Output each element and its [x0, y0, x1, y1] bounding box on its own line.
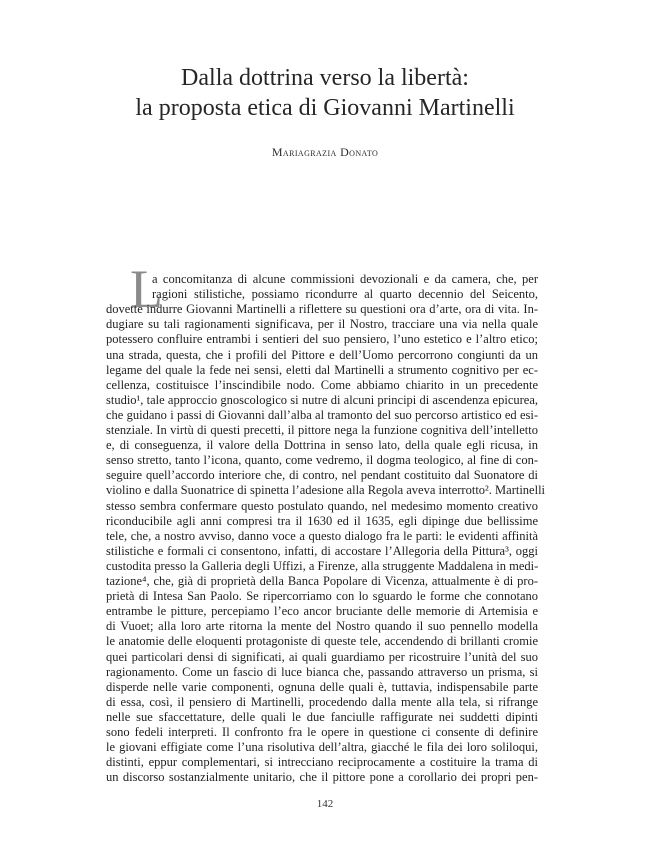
text-line: quei particolari densi di significati, ai quali guardiamo per ricostruire l’unità del suo [106, 649, 538, 664]
text-line: le giovani effigiate come l’una risolutiva dell’altra, giacché le fila dei loro soliloqui, [106, 740, 538, 755]
text-line: studio¹, tale approccio gnoscologico si nutre di alcuni principi di ascendenza epicurea, [106, 392, 538, 407]
drop-cap: L [130, 259, 163, 319]
text-line: disperde nelle varie componenti, ognuna delle quali è, tuttavia, indispensabile parte [106, 679, 538, 694]
text-line: un discorso sostanzialmente unitario, che il pittore pone a corollario dei propri pen- [106, 770, 538, 785]
article-title-line-1: Dalla dottrina verso la libertà: [181, 65, 469, 91]
text-line: e, di conseguenza, il valore della Dottrina in senso lato, della quale egli ricusa, in [106, 438, 538, 453]
text-line: ragionamento. Come un fascio di luce bianca che, passando attraverso un prisma, si [106, 664, 538, 679]
text-line: entrambe le pitture, percepiamo l’eco ancor bruciante delle memorie di Artemisia e [106, 604, 538, 619]
text-line: tazione⁴, che, già di proprietà della Banca Popolare di Vicenza, attualmente è di pro- [106, 574, 538, 588]
text-line: dovette indurre Giovanni Martinelli a riflettere su questioni ora d’arte, ora di vita. In- [106, 302, 538, 317]
text-line: dugiare su tali ragionamenti significava, per il Nostro, tracciare una via nella quale [106, 317, 538, 332]
text-line: stenziale. In virtù di questi precetti, il pittore nega la funzione cognitiva dell’intelletto [106, 423, 538, 437]
text-line: una strada, questa, che i profili del Pittore e dell’Uomo percorrono congiunti da un [106, 347, 538, 362]
text-line: legame del quale la fede nei sensi, eletti dal Martinelli a strumento cognitivo per ec- [106, 362, 538, 377]
page-number: 142 [316, 798, 334, 810]
text-line: sono fedeli interpreti. Il confronto fra le opere in questione ci consente di definire [106, 725, 538, 739]
text-line: stilistiche e formali ci consentono, infatti, di accostare l’Allegoria della Pittura³, oggi [106, 543, 538, 558]
text-line: violino e dalla Suonatrice di spinetta l’adesione alla Regola aveva interrotto². Martinelli [106, 483, 546, 498]
text-line: a concomitanza di alcune commissioni devozionali e da camera, che, per [152, 272, 538, 286]
text-line: distinti, eppur complementari, si intrecciano reciprocamente a costituire la trama di [106, 755, 538, 770]
text-line: ragioni stilistiche, possiamo ricondurre al quarto decennio del Seicento, [152, 287, 538, 302]
article-title-line-2: la proposta etica di Giovanni Martinelli [135, 95, 515, 121]
text-line: senso stretto, tanto l’icona, quanto, come vedremo, il dogma teologico, al fine di con- [106, 453, 538, 468]
text-line: potessero confluire entrambi i sentieri del suo pensiero, l’uno estetico e l’altro etico; [106, 332, 538, 347]
text-line: seguire quell’accordo interiore che, di contro, nel pendant costituito dal Suonatore di [106, 468, 538, 483]
text-line: cellenza, costituisce l’inscindibile nodo. Come abbiamo chiarito in un precedente [106, 377, 538, 392]
text-line: nelle sue sfaccettature, delle quali le due fanciulle raffigurate nei suddetti dipinti [106, 709, 538, 724]
text-line: di Vuoet; alla loro arte ritorna la mente del Nostro quando il suo pennello modella [106, 619, 538, 634]
text-line: custodita presso la Galleria degli Uffizi, a Firenze, alla struggente Maddalena in medi- [106, 558, 539, 573]
author-name: Mariagrazia Donato [271, 145, 379, 159]
text-line: riconducibile agli anni compresi tra il 1630 ed il 1635, egli dipinge due bellissime [106, 513, 538, 528]
text-line: le anatomie delle eloquenti protagoniste di queste tele, accendendo di brillanti cromie [106, 634, 538, 649]
text-line: che guidano i passi di Giovanni dall’alba al tramonto del suo percorso artistico ed esi- [106, 407, 538, 422]
text-line: stesso sembra confermare questo postulato quando, nel medesimo momento creativo [106, 498, 538, 513]
text-line: di essa, così, il pensiero di Martinelli, procedendo dalla mente alla tela, si rifrange [106, 694, 538, 709]
text-line: tele, che, a nostro avviso, danno voce a questo dialogo fra le parti: le evidenti affinità [106, 528, 538, 543]
text-line: prietà di Intesa San Paolo. Se ripercorriamo con lo sguardo le forme che connotano [106, 589, 538, 604]
